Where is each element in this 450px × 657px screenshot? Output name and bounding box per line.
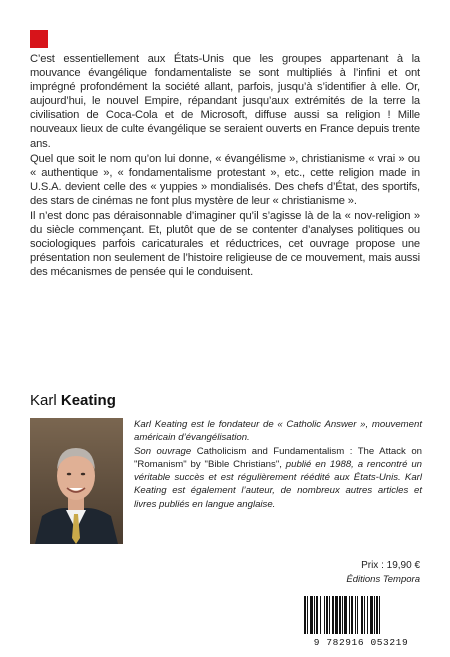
barcode-bar bbox=[355, 596, 356, 634]
barcode-bar bbox=[367, 596, 368, 634]
barcode-bar bbox=[339, 596, 341, 634]
barcode-bar bbox=[314, 596, 315, 634]
barcode-bar bbox=[351, 596, 353, 634]
barcode-bar bbox=[316, 596, 318, 634]
barcode-bar bbox=[344, 596, 347, 634]
isbn-barcode bbox=[300, 594, 422, 648]
isbn-number: 9 782916 053219 bbox=[313, 637, 409, 648]
barcode-bar bbox=[307, 596, 308, 634]
barcode-bar bbox=[304, 596, 306, 634]
barcode-bar bbox=[349, 596, 350, 634]
bio-text-intro: Son ouvrage bbox=[134, 445, 192, 457]
barcode-bar bbox=[361, 596, 363, 634]
bio-paragraph-2 bbox=[134, 445, 422, 511]
barcode-bar bbox=[374, 596, 375, 634]
bio-paragraph-1: Karl Keating est le fondateur de « Catholic Answer », mouvement américain d’évangélisation. bbox=[134, 419, 422, 444]
back-cover-blurb bbox=[30, 52, 420, 281]
barcode-bar bbox=[370, 596, 373, 634]
bio-book-title: Catholicism and Fundamentalism : The Attack on "Romanism" by "Bible Christians", bbox=[134, 445, 423, 470]
author-last-name: Keating bbox=[60, 392, 116, 409]
author-name bbox=[30, 392, 116, 409]
barcode-bar bbox=[335, 596, 338, 634]
barcode-bar bbox=[379, 596, 380, 634]
barcode-bar bbox=[320, 596, 321, 634]
publisher-name: Éditions Tempora bbox=[346, 574, 420, 585]
author-photo bbox=[30, 418, 123, 544]
barcode-bars bbox=[300, 594, 422, 636]
bio-text-rest: publié en 1988, a rencontré un véritable succès et est régulièrement réédité aux États-Unis. Karl Keating est également l’auteur, de nombreux autres articles et livres publiés en langue anglaise. bbox=[134, 458, 422, 510]
blurb-paragraph-1: C’est essentiellement aux États-Unis que les groupes appartenant à la mouvance évangélique fondamentaliste se sont multipliés à l’infini et ont imprégné profondément la société allant, parfois, jusqu’à s’identifier à elle. Or, aujourd’hui, le nouvel Empire, répandant jusqu’aux extrémités de la terre la civilisation de Coca-Cola et de Microsoft, diffuse aussi sa religion ! Mille nouveaux lieux de culte évangélique se seraient ouverts en France depuis trente ans. bbox=[30, 53, 420, 150]
barcode-bar bbox=[332, 596, 334, 634]
author-portrait-image bbox=[30, 418, 123, 544]
barcode-bar bbox=[357, 596, 358, 634]
barcode-bar bbox=[364, 596, 365, 634]
blurb-paragraph-2: Quel que soit le nom qu’on lui donne, « évangélisme », christianisme « vrai » ou « authentique », « fondamentalisme protestant », etc., cette religion made in U.S.A. devient celle des « yuppies » mondialisés. Des chefs d’État, des sportifs, des stars de cinémas ne font plus mystère de leur « christianisme ». bbox=[30, 152, 420, 207]
barcode-bar bbox=[376, 596, 378, 634]
author-bio bbox=[134, 418, 422, 511]
author-first-name: Karl bbox=[30, 392, 57, 409]
barcode-bar bbox=[326, 596, 328, 634]
barcode-bar bbox=[329, 596, 330, 634]
price-label: Prix : 19,90 € bbox=[361, 560, 420, 571]
red-square-logo bbox=[30, 30, 48, 48]
barcode-bar bbox=[342, 596, 343, 634]
barcode-bar bbox=[324, 596, 325, 634]
blurb-paragraph-3: Il n’est donc pas déraisonnable d’imaginer qu’il s’agisse là de la « nov-religion » du siècle commençant. Et, plutôt que de se contenter d’analyses politiques ou sociologiques parfois caricaturales et réductrices, cet ouvrage propose une présentation non seulement de l’histoire religieuse de ce mouvement, mais aussi des mécanismes de pensée qui le conduisent. bbox=[30, 210, 420, 279]
barcode-bar bbox=[310, 596, 313, 634]
